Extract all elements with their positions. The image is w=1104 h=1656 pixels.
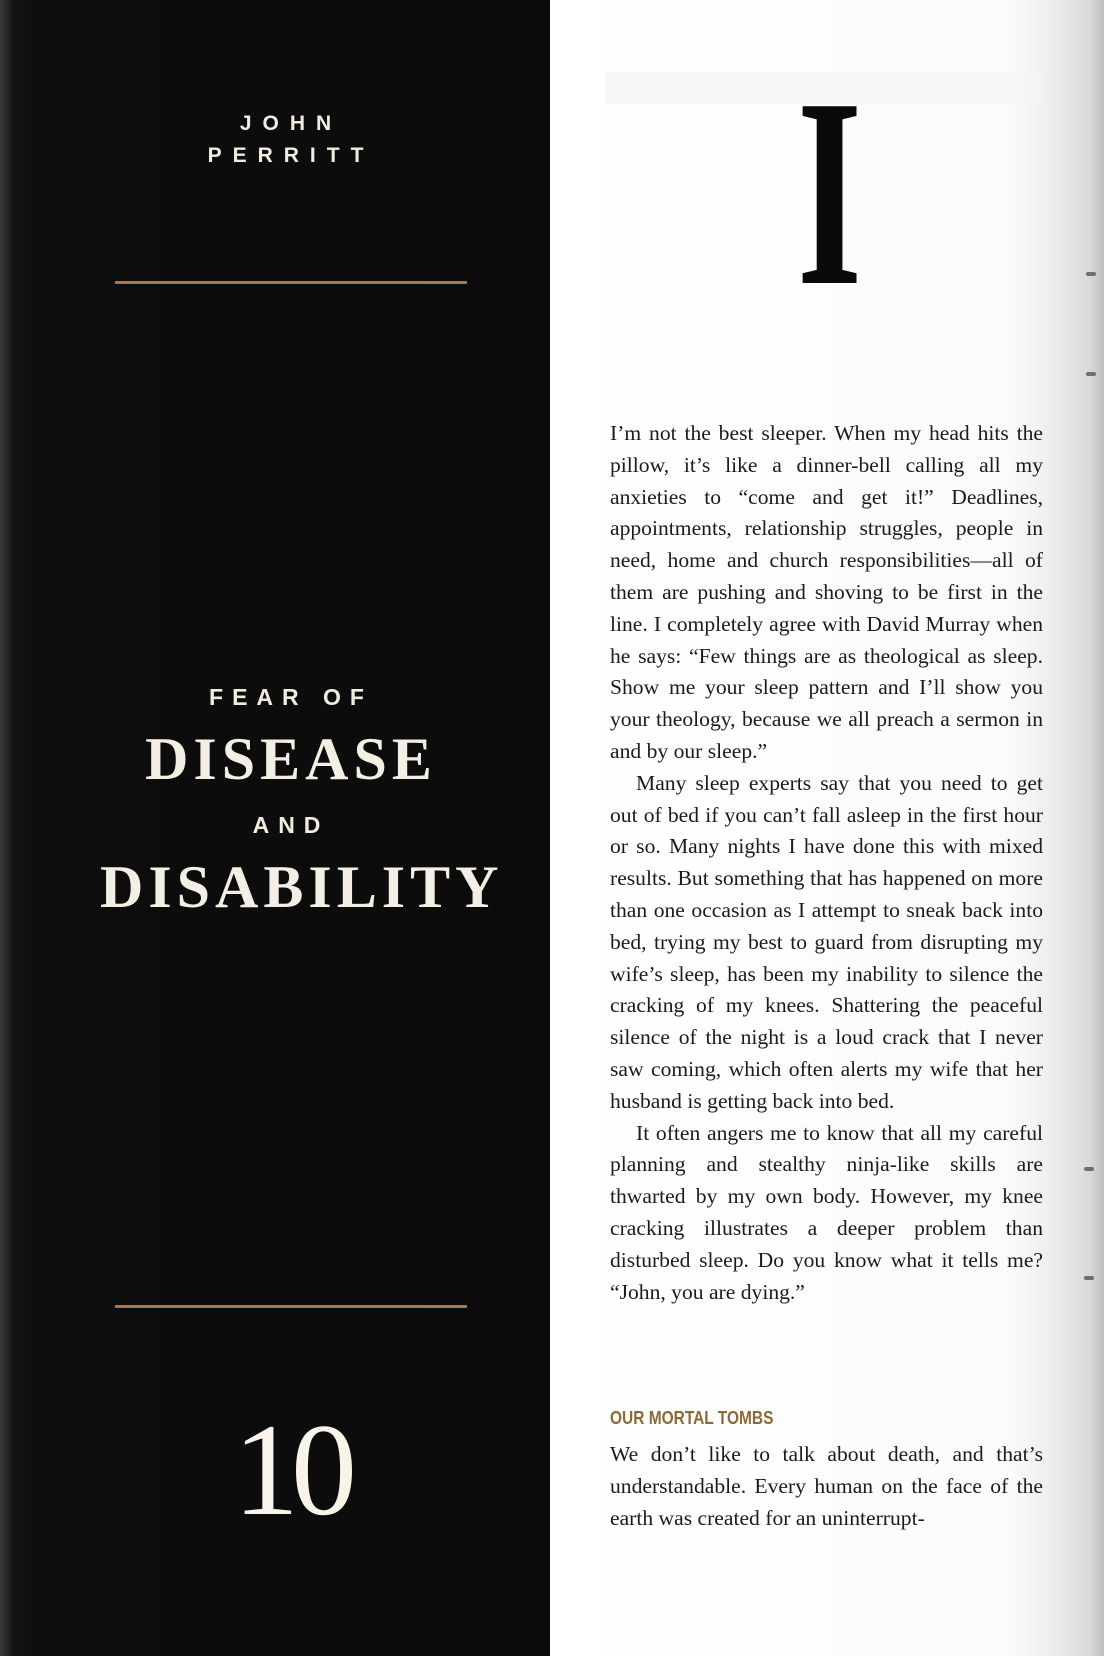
paragraph-3: It often angers me to know that all my careful planning and stealthy ninja-like skills are thwarted by my own body. However, my knee cracking illustrates a deeper problem than disturbed sleep. Do you know what it tells me? “John, you are dying.” bbox=[610, 1120, 1043, 1304]
title-word-disease: DISEASE bbox=[145, 726, 437, 792]
drop-cap: I bbox=[797, 43, 863, 342]
author-first-name: JOHN bbox=[239, 112, 343, 135]
page-edge-mark bbox=[1084, 1276, 1094, 1280]
chapter-number: 10 bbox=[233, 1396, 349, 1543]
section-body bbox=[610, 1439, 1043, 1534]
page-edge-mark bbox=[1086, 272, 1096, 276]
section-heading: OUR MORTAL TOMBS bbox=[610, 1408, 774, 1428]
top-divider-rule bbox=[115, 281, 467, 284]
title-kicker-fear-of: FEAR OF bbox=[209, 684, 373, 710]
section-paragraph: We don’t like to talk about death, and that’s understandable. Every human on the face of the earth was created for an uninterrupt- bbox=[610, 1442, 1043, 1530]
title-word-disability: DISABILITY bbox=[100, 854, 504, 920]
author-last-name: PERRITT bbox=[207, 144, 375, 167]
paragraph-2: Many sleep experts say that you need to get out of bed if you can’t fall asleep in the first hour or so. Many nights I have done this with mixed results. But something that has happened on more than one occasion as I attempt to sneak back into bed, trying my best to guard from disrupting my wife’s sleep, has been my inability to silence the cracking of my knees. Shattering the peaceful silence of the night is a loud crack that I never saw coming, which often alerts my wife that her husband is getting back into bed. bbox=[610, 770, 1043, 1113]
page-edge-mark bbox=[1086, 372, 1096, 376]
title-kicker-and: AND bbox=[252, 812, 330, 838]
page-edge-mark bbox=[1084, 1167, 1094, 1171]
bottom-divider-rule bbox=[115, 1305, 467, 1308]
chapter-title-panel bbox=[0, 0, 550, 1656]
article-body bbox=[610, 418, 1043, 1308]
paragraph-1: I’m not the best sleeper. When my head hits the pillow, it’s like a dinner-bell calling all my anxieties to “come and get it!” Deadlines, appointments, relationship struggles, people in need, home and church responsibilities—all of them are pushing and shoving to be first in the line. I completely agree with David Murray when he says: “Few things are as theological as sleep. Show me your sleep pattern and I’ll show you your theology, because we all preach a sermon in and by our sleep.” bbox=[610, 421, 1043, 763]
